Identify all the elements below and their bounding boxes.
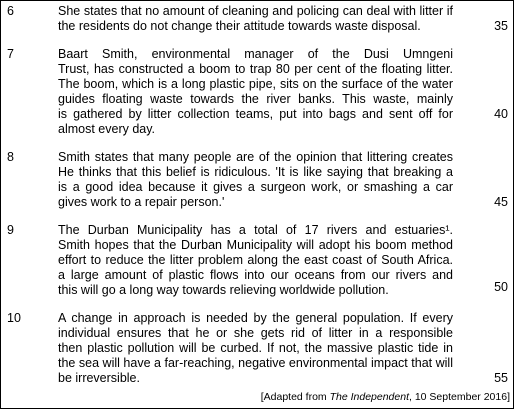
text-line: a large amount of plastic flows into our oceans from our rivers and bbox=[58, 268, 453, 283]
text-line: be irreversible. bbox=[58, 371, 140, 386]
text-line: A change in approach is needed by the general population. If every bbox=[58, 311, 453, 325]
text-line: is a good idea because it gives a surgeon work, or smashing a car bbox=[58, 180, 453, 195]
line-number: 50 bbox=[494, 280, 508, 294]
paragraph-text bbox=[58, 223, 453, 298]
paragraph-number: 9 bbox=[7, 223, 14, 237]
source-prefix: [Adapted from bbox=[260, 391, 330, 403]
paragraph-text bbox=[58, 150, 453, 210]
paragraph-number: 7 bbox=[7, 47, 14, 61]
text-line: Smith states that many people are of the opinion that littering creates bbox=[58, 150, 453, 164]
line-number: 35 bbox=[494, 19, 508, 33]
text-line: then plastic pollution will be curbed. If not, the massive plastic tide in bbox=[58, 341, 453, 356]
paragraph-text bbox=[58, 47, 453, 138]
line-number: 40 bbox=[494, 107, 508, 121]
paragraph-number: 10 bbox=[7, 311, 21, 325]
text-line: guides floating waste towards the river banks. This waste, mainly bbox=[58, 92, 453, 107]
text-line: the residents do not change their attitude towards waste disposal. bbox=[58, 19, 421, 34]
paragraph-text bbox=[58, 311, 453, 386]
text-line: Smith hopes that the Durban Municipality will adopt his boom method bbox=[58, 238, 453, 253]
source-suffix: , 10 September 2016] bbox=[409, 391, 510, 403]
line-number: 45 bbox=[494, 195, 508, 209]
source-citation bbox=[261, 391, 510, 404]
text-line: is gathered by litter collection teams, put into bags and sent off for bbox=[58, 107, 453, 122]
text-line: this will go a long way towards relieving worldwide pollution. bbox=[58, 283, 389, 298]
text-line: He thinks that this belief is ridiculous. 'It is like saying that breaking a bbox=[58, 165, 453, 180]
text-line: the sea will have a far-reaching, negative environmental impact that will bbox=[58, 356, 453, 371]
text-line: almost every day. bbox=[58, 122, 156, 137]
text-line: individual ensures that he or she gets rid of litter in a responsible bbox=[58, 326, 453, 341]
line-number: 55 bbox=[494, 371, 508, 385]
text-line: gives work to a repair person.' bbox=[58, 195, 225, 210]
paragraph-text bbox=[58, 4, 453, 34]
text-line: Baart Smith, environmental manager of the Dusi Umngeni bbox=[58, 47, 453, 61]
source-title: The Independent bbox=[329, 391, 409, 403]
text-line: The Durban Municipality has a total of 17 rivers and estuaries¹. bbox=[58, 223, 453, 237]
paragraph-number: 6 bbox=[7, 4, 14, 18]
text-line: The boom, which is a long plastic pipe, sits on the surface of the water bbox=[58, 77, 453, 92]
paragraph-number: 8 bbox=[7, 150, 14, 164]
text-line: effort to reduce the litter problem along the east coast of South Africa. bbox=[58, 253, 453, 268]
text-line: She states that no amount of cleaning and policing can deal with litter if bbox=[58, 4, 453, 18]
text-line: Trust, has constructed a boom to trap 80 per cent of the floating litter. bbox=[58, 62, 453, 77]
